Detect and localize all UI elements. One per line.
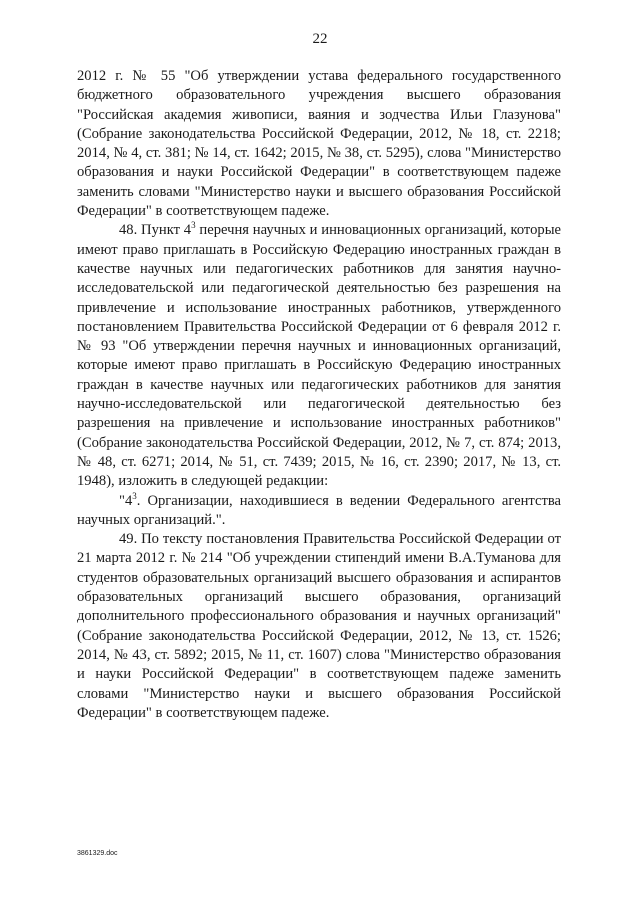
- paragraph-49: 49. По тексту постановления Правительства Российской Федерации от 21 марта 2012 г. № 214 "Об учреждении стипендий имени В.А.Туманова для студентов образовательных организаций высшего образования и аспирантов образовательных организаций высшего образования, организаций дополнительного профессионального образования и научных организаций" (Собрание законодательства Российской Федерации, 2012, № 13, ст. 1526; 2014, № 43, ст. 5892; 2015, № 11, ст. 1607) слова "Министерство образования и науки Российской Федерации" в соответствующем падеже заменить словами "Министерство науки и высшего образования Российской Федерации" в соответствующем падеже.: [77, 531, 561, 721]
- paragraph-48-start: 48. Пункт 4: [119, 222, 192, 239]
- paragraph-continuation: 2012 г. № 55 "Об утверждении устава федерального государственного бюджетного образовательного учреждения высшего образования "Российская академия живописи, ваяния и зодчества Ильи Глазунова" (Собрание законодательства Российской Федерации, 2012, № 18, ст. 2218; 2014, № 4, ст. 381; № 14, ст. 1642; 2015, № 38, ст. 5295), слова "Министерство образования и науки Российской Федерации" в соответствующем падеже заменить словами "Министерство науки и высшего образования Российской Федерации" в соответствующем падеже.: [77, 68, 561, 220]
- quoted-new-wording: [77, 492, 561, 531]
- quote-rest: . Организации, находившиеся в ведении Федерального агентства научных организаций.".: [77, 492, 561, 528]
- paragraph-48: [77, 221, 561, 491]
- paragraph-48-superscript: 3: [191, 220, 196, 231]
- quote-superscript: 3: [132, 490, 137, 501]
- document-body: [77, 67, 561, 723]
- quote-start: "4: [119, 492, 133, 509]
- paragraph-48-rest: перечня научных и инновационных организаций, которые имеют право приглашать в Российскую Федерацию иностранных граждан в качестве научных или педагогических работников для занятия научно-исследовательской или педагогической деятельностью без разрешения на привлечение и использование иностранных работников, утвержденного постановлением Правительства Российской Федерации от 6 февраля 2012 г. № 93 "Об утверждении перечня научных и инновационных организаций, которые имеют право приглашать в Российскую Федерацию иностранных граждан в качестве научных или педагогических работников для занятия научно-исследовательской или педагогической деятельностью без разрешения на привлечение и использование иностранных работников" (Собрание законодательства Российской Федерации, 2012, № 7, ст. 874; 2013, № 48, ст. 6271; 2014, № 51, ст. 7439; 2015, № 16, ст. 2390; 2017, № 13, ст. 1948), изложить в следующей редакции:: [77, 222, 561, 490]
- page-number: 22: [312, 31, 328, 47]
- file-reference: 3861329.doc: [77, 850, 118, 857]
